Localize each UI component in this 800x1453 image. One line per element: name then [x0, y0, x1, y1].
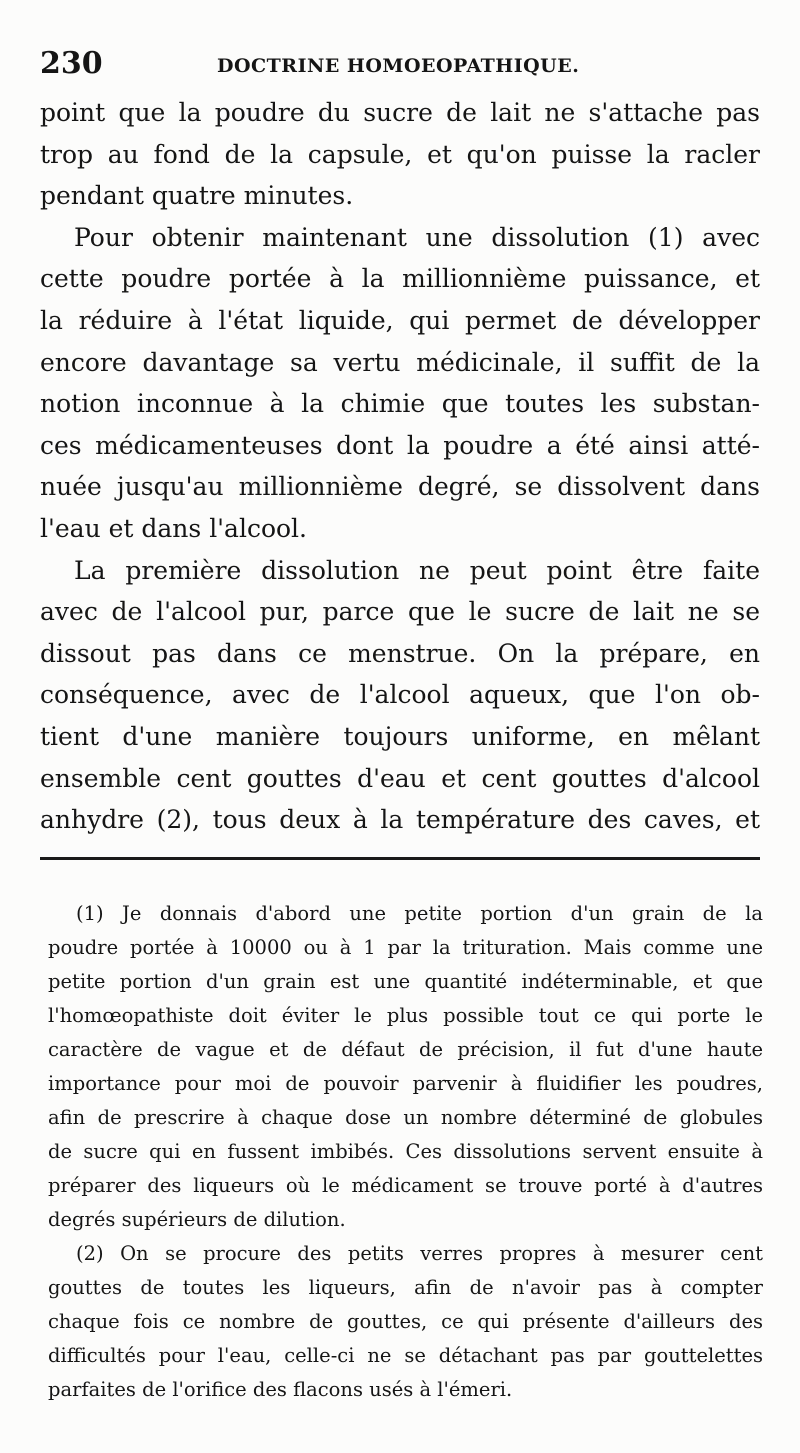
text-line: conséquence, avec de l'alcool aqueux, que l'on ob- [40, 680, 760, 710]
footnotes [48, 897, 763, 1407]
footnote-line: de sucre qui en fussent imbibés. Ces dissolutions servent ensuite à [48, 1140, 763, 1163]
text-line: ces médicamenteuses dont la poudre a été ainsi atté- [40, 430, 760, 460]
text-line: Pour obtenir maintenant une dissolution (1) avec [74, 222, 760, 252]
text-line: anhydre (2), tous deux à la température des caves, et [40, 805, 760, 835]
running-head: DOCTRINE HOMOEOPATHIQUE. [217, 55, 580, 77]
footnote-line: petite portion d'un grain est une quantité indéterminable, et que [48, 970, 763, 993]
footnote-line: l'homœopathiste doit éviter le plus possible tout ce qui porte le [48, 1004, 763, 1027]
main-text [40, 92, 760, 841]
text-line: pendant quatre minutes. [40, 181, 354, 211]
footnote-line: importance pour moi de pouvoir parvenir à fluidifier les poudres, [48, 1072, 763, 1095]
footnote-line: (2) On se procure des petits verres propres à mesurer cent [76, 1242, 763, 1265]
footnote-line: chaque fois ce nombre de gouttes, ce qui présente d'ailleurs des [48, 1310, 763, 1333]
text-line: l'eau et dans l'alcool. [40, 513, 308, 543]
text-line: dissout pas dans ce menstrue. On la prépare, en [40, 638, 760, 668]
footnote-line: poudre portée à 10000 ou à 1 par la trituration. Mais comme une [48, 936, 763, 959]
footnote-line: caractère de vague et de défaut de précision, il fut d'une haute [48, 1038, 763, 1061]
footnote-line: gouttes de toutes les liqueurs, afin de n'avoir pas à compter [48, 1276, 763, 1299]
text-line: point que la poudre du sucre de lait ne s'attache pas [40, 98, 760, 127]
text-line: notion inconnue à la chimie que toutes les substan- [40, 389, 760, 419]
text-line: nuée jusqu'au millionnième degré, se dissolvent dans [40, 472, 760, 502]
footnote-line: difficultés pour l'eau, celle-ci ne se détachant pas par gouttelettes [48, 1344, 763, 1367]
footnote-line: (1) Je donnais d'abord une petite portion d'un grain de la [76, 902, 763, 925]
page-header [40, 46, 760, 82]
text-line: La première dissolution ne peut point être faite [74, 555, 760, 585]
text-line: la réduire à l'état liquide, qui permet de développer [40, 305, 760, 335]
footnote-line: afin de prescrire à chaque dose un nombre déterminé de globules [48, 1106, 763, 1129]
page-number: 230 [40, 46, 103, 81]
text-line: trop au fond de la capsule, et qu'on puisse la racler [40, 139, 760, 169]
text-line: avec de l'alcool pur, parce que le sucre de lait ne se [40, 597, 760, 627]
footnote-line: parfaites de l'orifice des flacons usés à l'émeri. [48, 1378, 513, 1401]
footnote-line: préparer des liqueurs où le médicament se trouve porté à d'autres [48, 1174, 763, 1197]
footnote-separator [40, 857, 760, 860]
text-line: encore davantage sa vertu médicinale, il suffit de la [40, 347, 760, 377]
text-line: tient d'une manière toujours uniforme, en mêlant [40, 721, 760, 751]
text-line: cette poudre portée à la millionnième puissance, et [40, 264, 760, 294]
text-line: ensemble cent gouttes d'eau et cent gouttes d'alcool [40, 763, 760, 793]
footnote-line: degrés supérieurs de dilution. [48, 1208, 346, 1231]
